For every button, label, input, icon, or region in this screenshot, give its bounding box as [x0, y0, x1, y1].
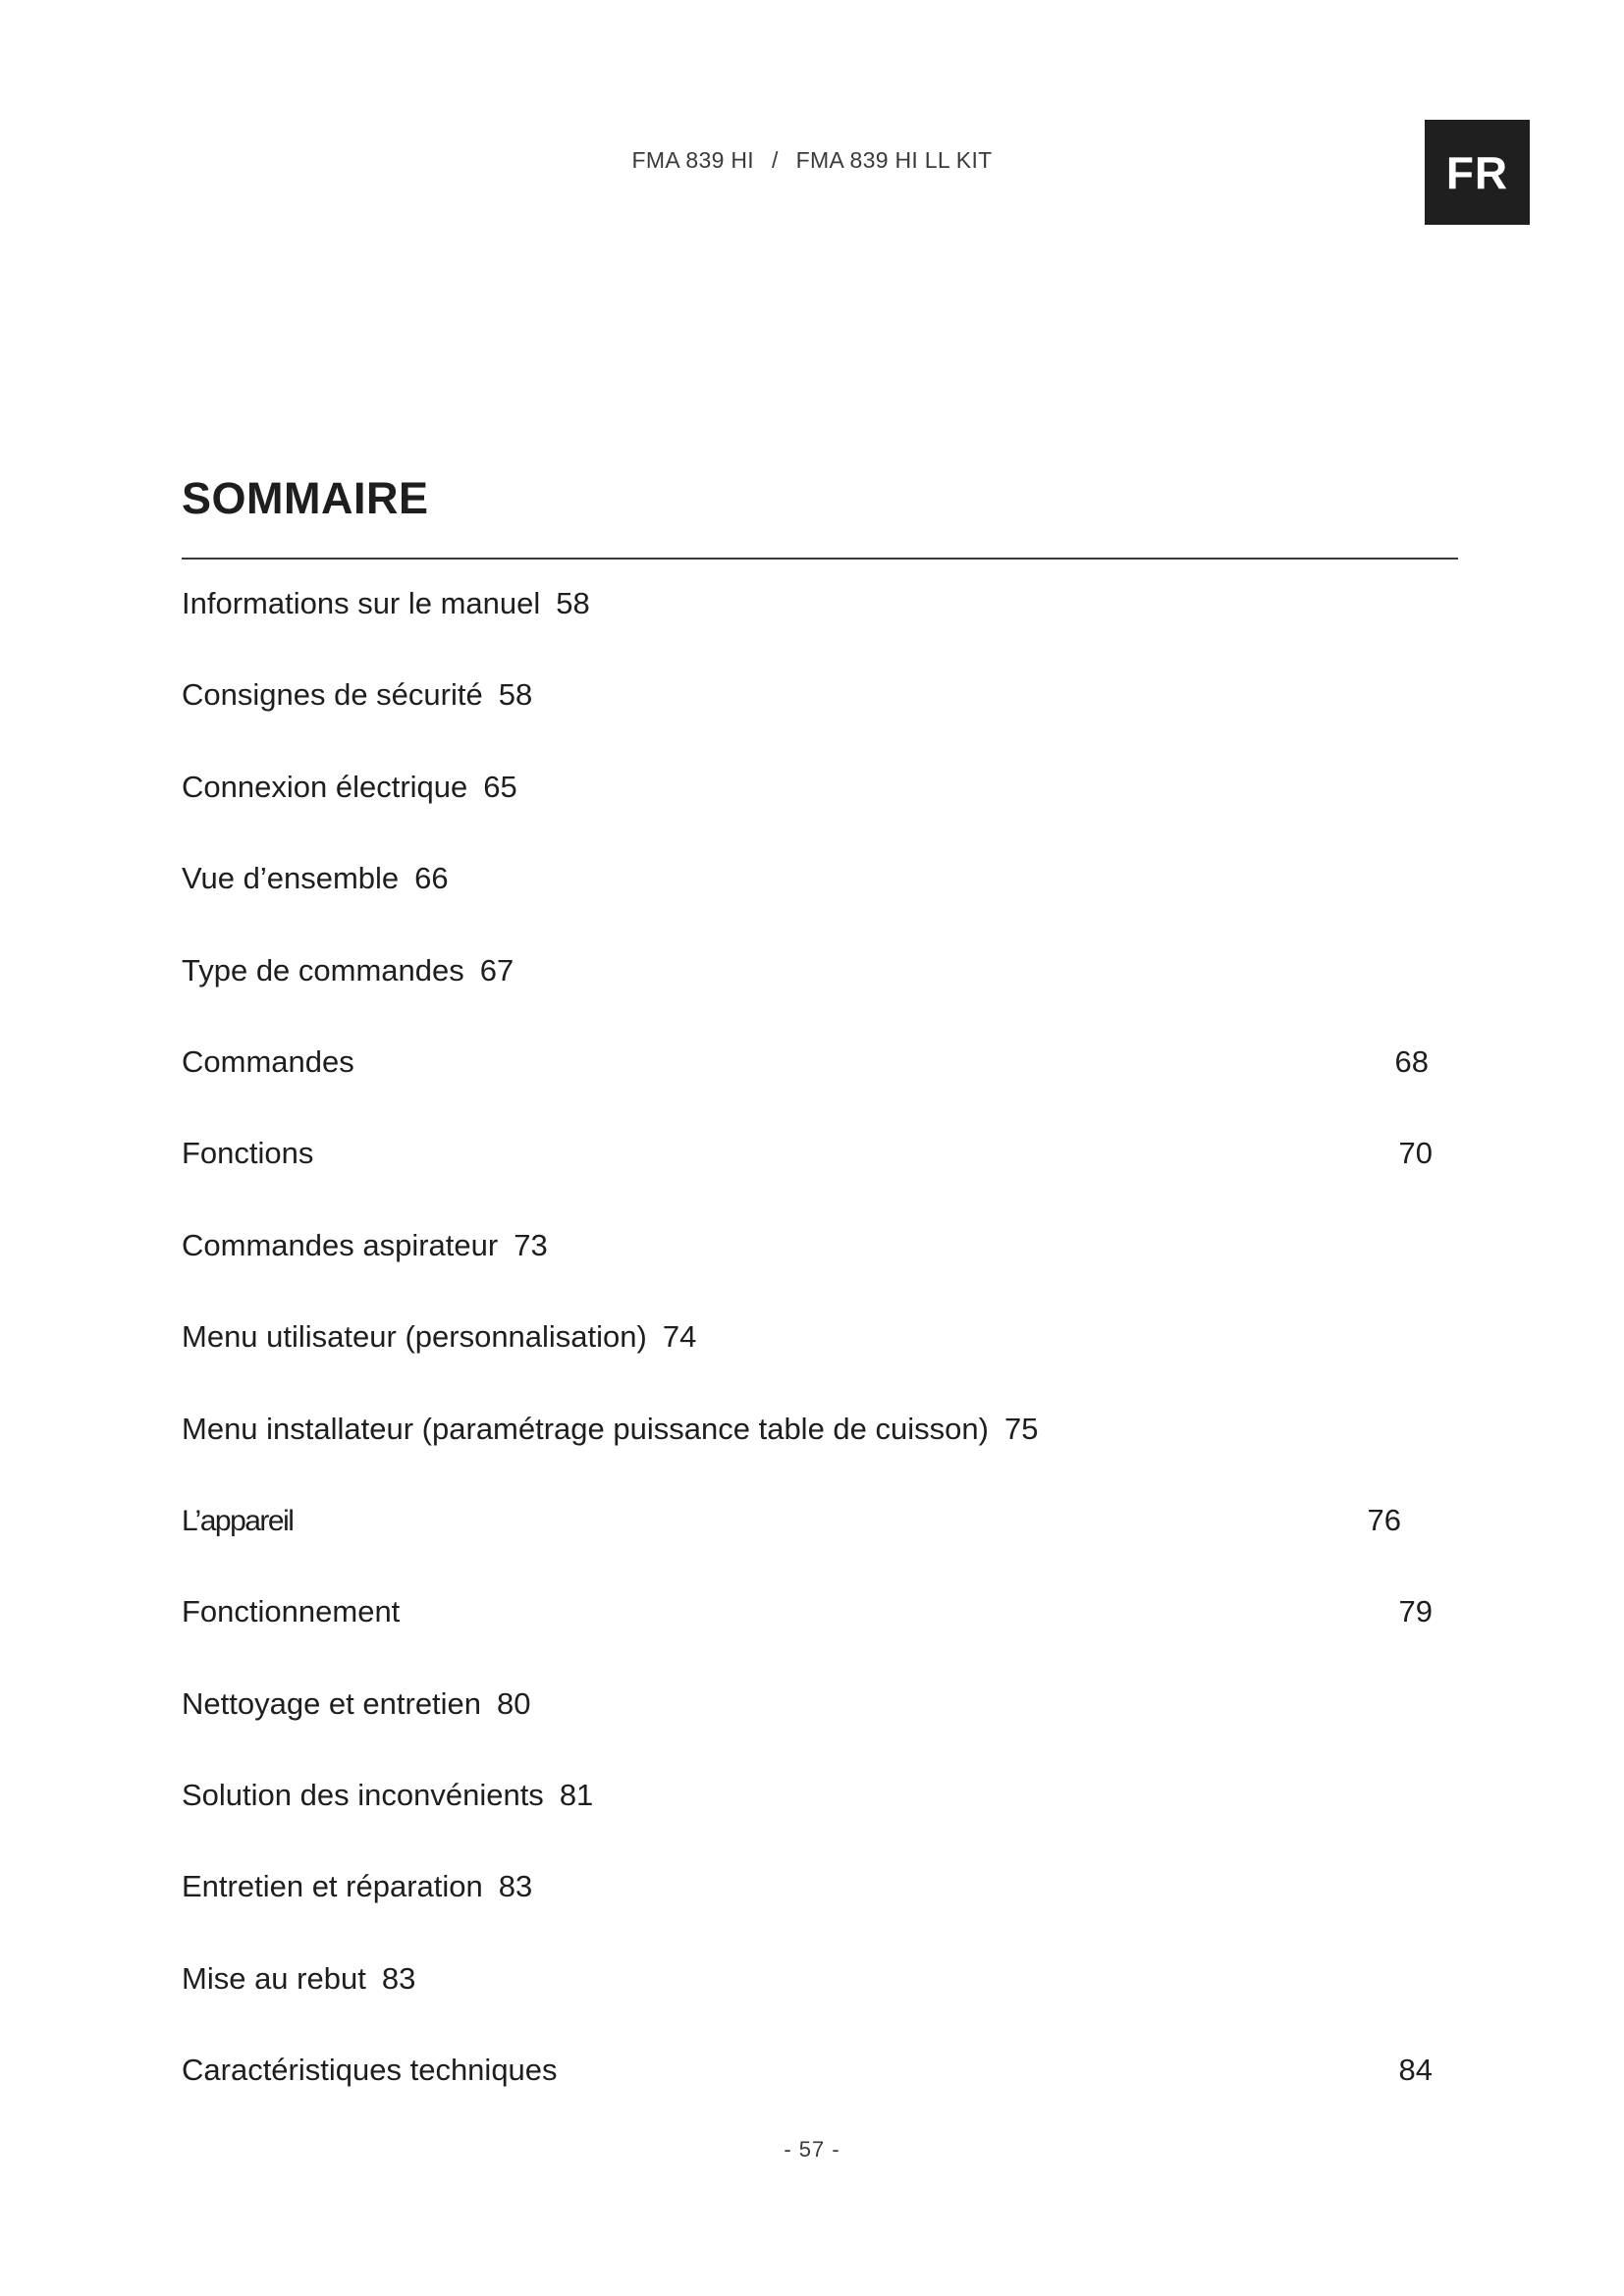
toc-item-page: 75 — [1003, 1411, 1039, 1446]
toc-item-label: Consignes de sécurité — [182, 677, 483, 713]
model-right: FMA 839 HI LL KIT — [795, 147, 993, 173]
toc-item-label: Menu utilisateur (personnalisation) — [182, 1319, 647, 1355]
toc-item-page: 70 — [1398, 1136, 1433, 1171]
toc-item-page: 84 — [1398, 2053, 1433, 2088]
language-badge: FR — [1425, 120, 1530, 225]
toc-item-entretien-reparation[interactable] — [182, 1860, 1458, 1951]
toc-item-consignes-securite[interactable] — [182, 668, 1458, 760]
toc-item-nettoyage-entretien[interactable] — [182, 1678, 1458, 1769]
toc-item-label: Type de commandes — [182, 952, 464, 988]
toc-item-page: 73 — [514, 1227, 548, 1262]
toc-item-menu-installateur[interactable] — [182, 1403, 1458, 1494]
header-model-names — [0, 147, 1624, 174]
toc-item-page: 67 — [479, 952, 514, 988]
toc-item-label: Fonctions — [182, 1136, 314, 1171]
toc-item-label: Menu installateur (paramétrage puissance table de cuisson) — [182, 1411, 989, 1446]
toc-item-commandes[interactable] — [182, 1036, 1458, 1127]
toc-item-label: Commandes — [182, 1043, 354, 1079]
toc-item-solution-inconvenients[interactable] — [182, 1769, 1458, 1860]
title-divider — [182, 558, 1458, 560]
toc-item-page: 79 — [1398, 1594, 1433, 1629]
toc-item-label: Commandes aspirateur — [182, 1227, 499, 1262]
toc-item-label: Entretien et réparation — [182, 1869, 483, 1904]
toc-item-label: L’appareil — [182, 1504, 294, 1537]
toc-item-page: 83 — [381, 1960, 416, 1996]
toc-item-label: Connexion électrique — [182, 769, 468, 804]
toc-item-caracteristiques-techniques[interactable] — [182, 2044, 1458, 2135]
toc-item-commandes-aspirateur[interactable] — [182, 1219, 1458, 1310]
toc-item-page: 65 — [483, 769, 517, 804]
toc-item-appareil[interactable] — [182, 1494, 1458, 1585]
toc-item-menu-utilisateur[interactable] — [182, 1310, 1458, 1402]
toc-item-label: Nettoyage et entretien — [182, 1685, 482, 1721]
toc-item-informations-manuel[interactable] — [182, 577, 1458, 668]
toc-item-fonctions[interactable] — [182, 1127, 1458, 1218]
toc-item-page: 68 — [1394, 1043, 1429, 1079]
toc-item-page: 58 — [498, 677, 533, 713]
toc-item-type-commandes[interactable] — [182, 944, 1458, 1036]
model-left: FMA 839 HI — [631, 147, 754, 173]
toc-title: SOMMAIRE — [182, 473, 429, 523]
toc-item-page: 81 — [559, 1778, 594, 1813]
toc-item-label: Vue d’ensemble — [182, 861, 400, 896]
toc-item-mise-au-rebut[interactable] — [182, 1952, 1458, 2044]
toc-item-label: Solution des inconvénients — [182, 1778, 544, 1813]
footer-page-number: - 57 - — [784, 2137, 840, 2162]
toc-list — [182, 577, 1458, 2136]
toc-item-page: 83 — [498, 1869, 533, 1904]
toc-item-page: 80 — [497, 1685, 531, 1721]
toc-item-label: Informations sur le manuel — [182, 586, 541, 620]
toc-item-label: Fonctionnement — [182, 1594, 401, 1629]
toc-item-label: Caractéristiques techniques — [182, 2053, 558, 2088]
toc-item-fonctionnement[interactable] — [182, 1585, 1458, 1677]
toc-item-label: Mise au rebut — [182, 1960, 366, 1996]
toc-item-page: 66 — [414, 861, 449, 896]
toc-item-page: 74 — [662, 1319, 697, 1355]
toc-item-page: 76 — [1367, 1502, 1401, 1537]
toc-item-connexion-electrique[interactable] — [182, 761, 1458, 852]
toc-item-page: 58 — [556, 586, 590, 620]
model-separator: / — [771, 147, 779, 173]
toc-item-vue-ensemble[interactable] — [182, 852, 1458, 943]
